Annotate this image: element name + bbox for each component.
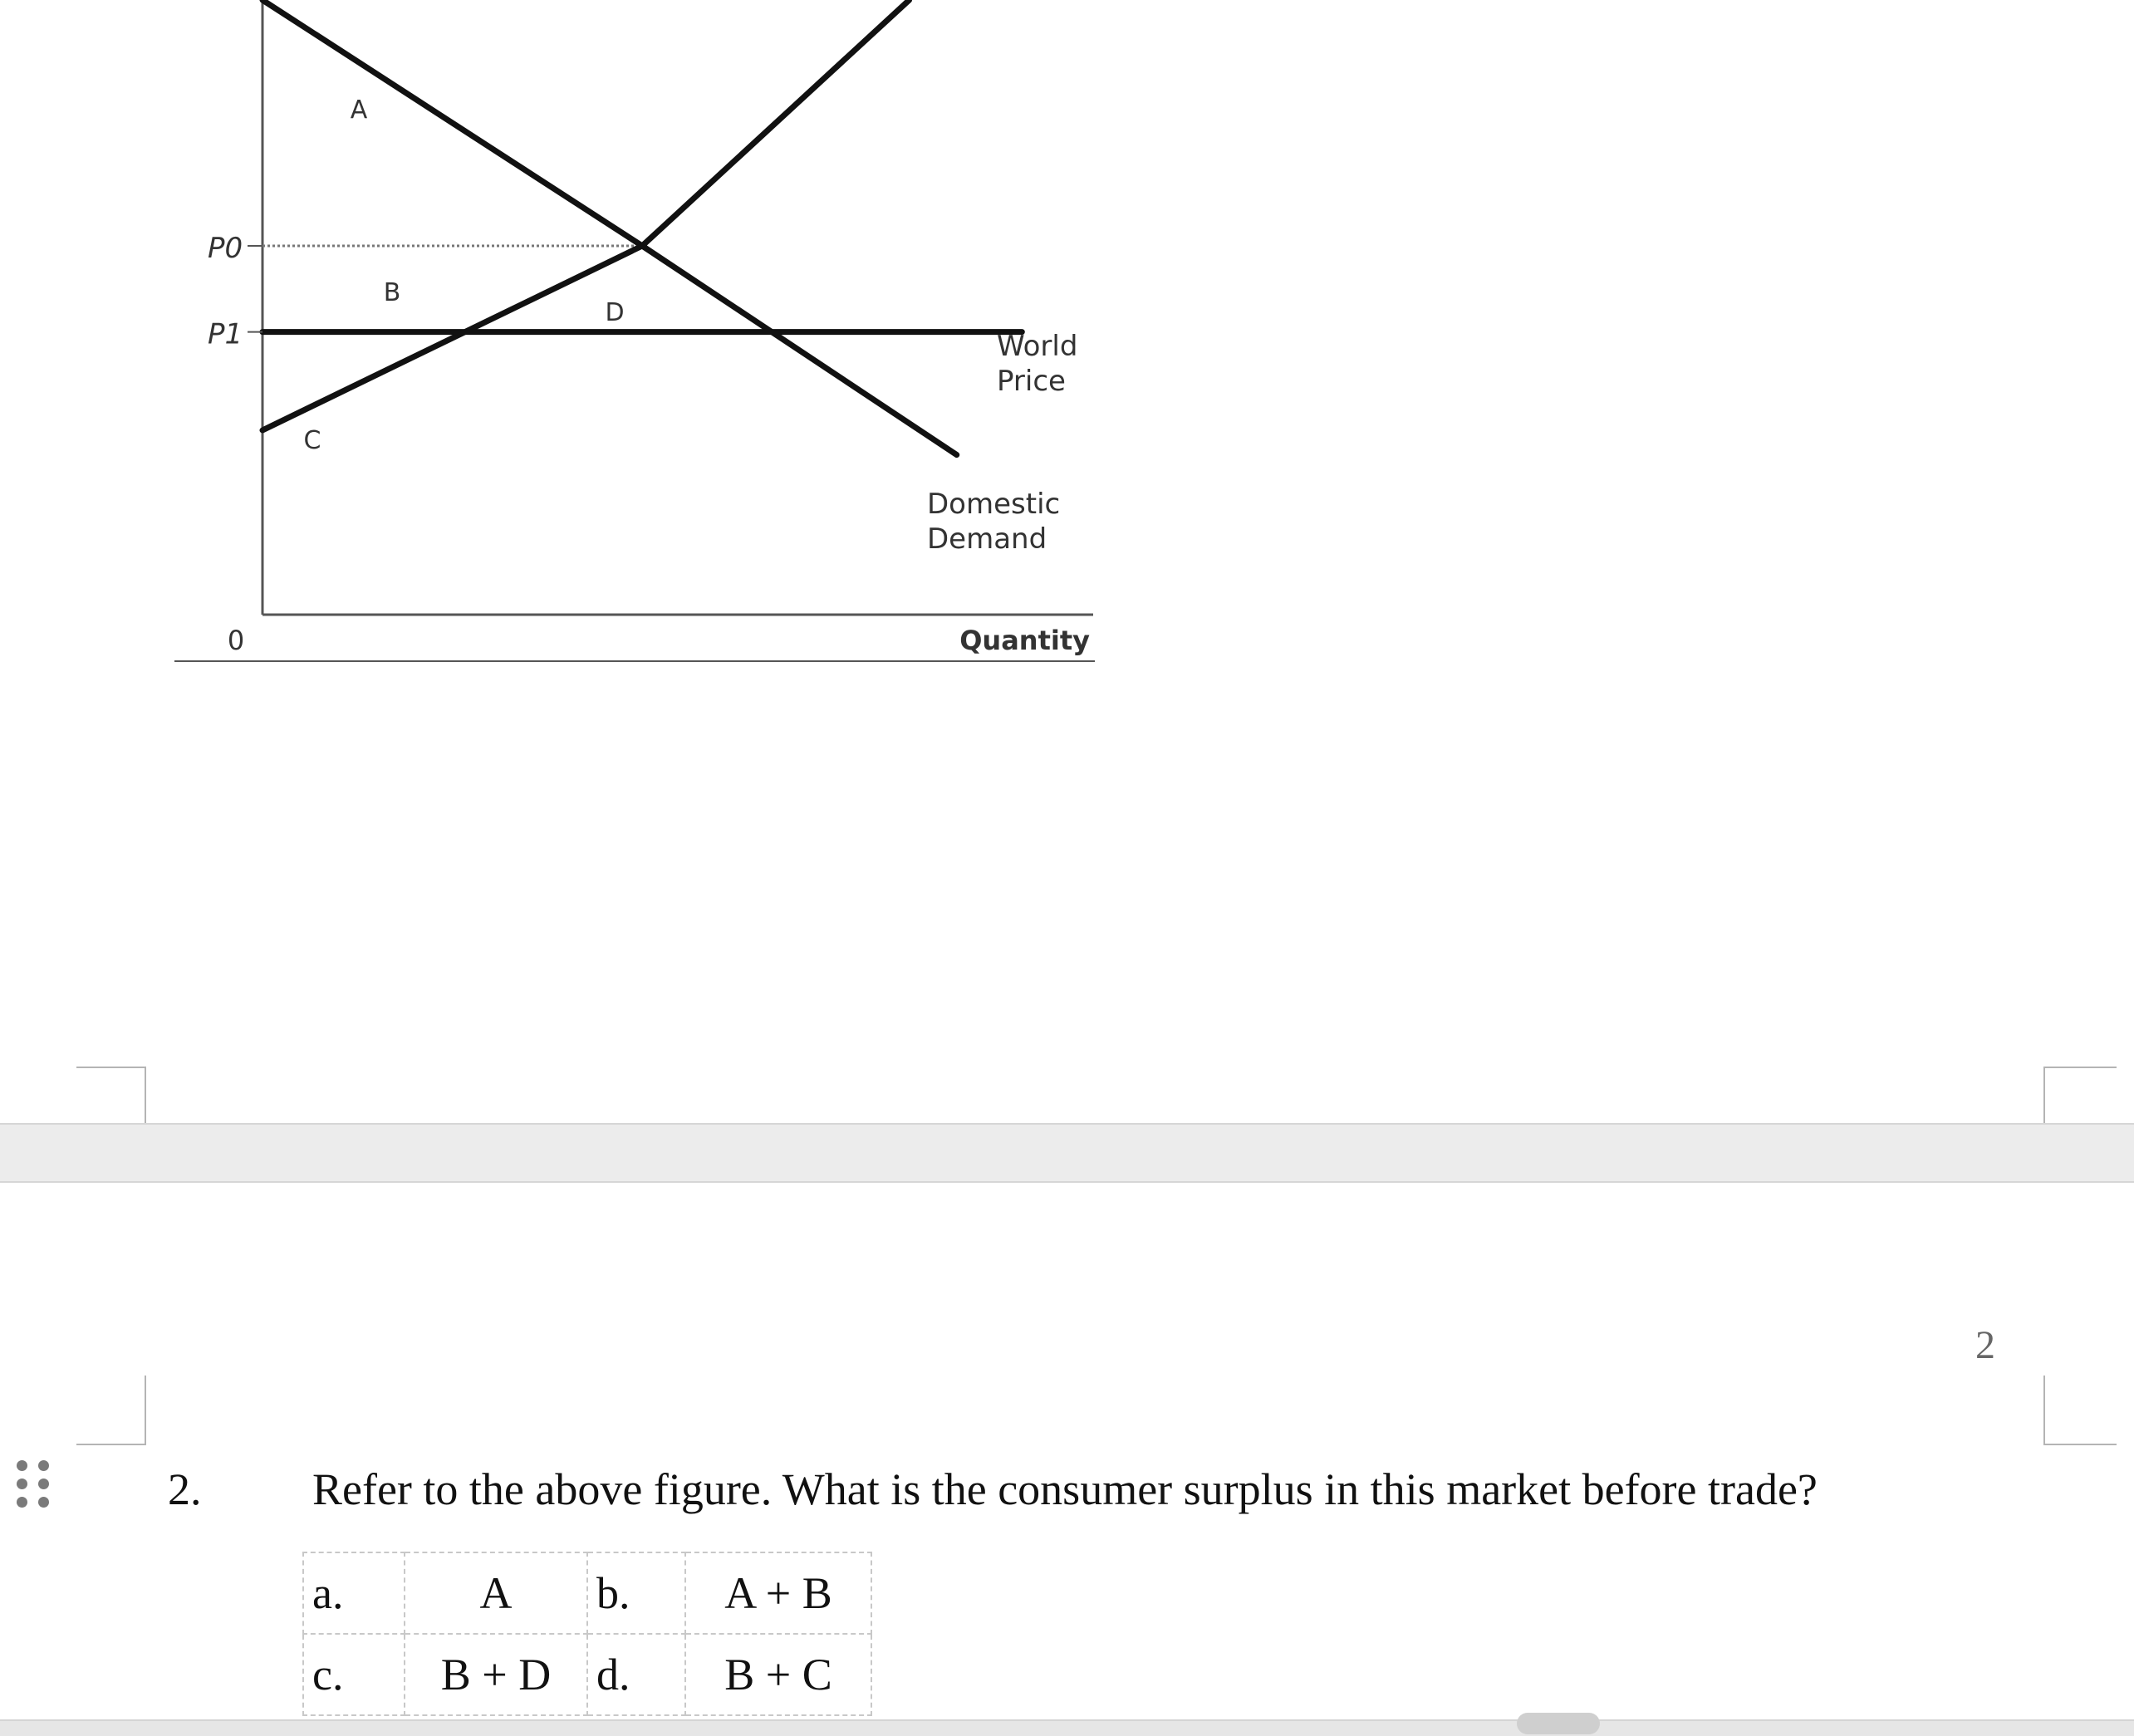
option-letter: a. [303, 1552, 405, 1634]
option-value: A + B [685, 1552, 871, 1634]
demand-curve [262, 0, 957, 455]
answer-options-table [302, 1552, 872, 1716]
drag-handle-icon[interactable] [17, 1460, 50, 1508]
trade-figure [0, 0, 2134, 681]
page-corner-mark-top-left [76, 1067, 146, 1125]
table-row [303, 1552, 871, 1634]
option-letter: c. [303, 1634, 405, 1715]
table-row [303, 1634, 871, 1715]
demand-label-line-2: Demand [927, 522, 1047, 556]
page-corner-mark-top-right [2043, 1067, 2117, 1125]
region-label-a: A [350, 96, 368, 125]
page-corner-mark-bottom-right [2043, 1376, 2117, 1445]
chart-layer [208, 0, 1093, 656]
horizontal-scrollbar[interactable] [0, 1719, 2134, 1736]
option-letter: d. [587, 1634, 685, 1715]
region-label-b: B [383, 278, 401, 307]
page-number: 2 [1975, 1323, 1995, 1367]
world-price-label-line-2: Price [997, 365, 1066, 398]
origin-label: 0 [227, 625, 245, 656]
page-corner-mark-bottom-left [76, 1376, 146, 1445]
world-price-label-line-1: World [997, 330, 1078, 363]
scrollbar-thumb[interactable] [1517, 1713, 1600, 1734]
option-value: B + D [405, 1634, 587, 1715]
page-break-gap [0, 1123, 2134, 1183]
question-text: Refer to the above figure. What is the consumer surplus in this market before trade? [312, 1464, 1818, 1514]
region-label-d: D [605, 298, 625, 327]
option-value: A [405, 1552, 587, 1634]
option-letter: b. [587, 1552, 685, 1634]
question-number: 2. [168, 1464, 202, 1514]
p0-label: P0 [208, 232, 243, 265]
p1-label: P1 [208, 317, 243, 351]
option-value: B + C [685, 1634, 871, 1715]
region-label-c: C [303, 426, 321, 455]
demand-label-line-1: Domestic [927, 488, 1061, 521]
x-axis-label: Quantity [959, 625, 1090, 656]
